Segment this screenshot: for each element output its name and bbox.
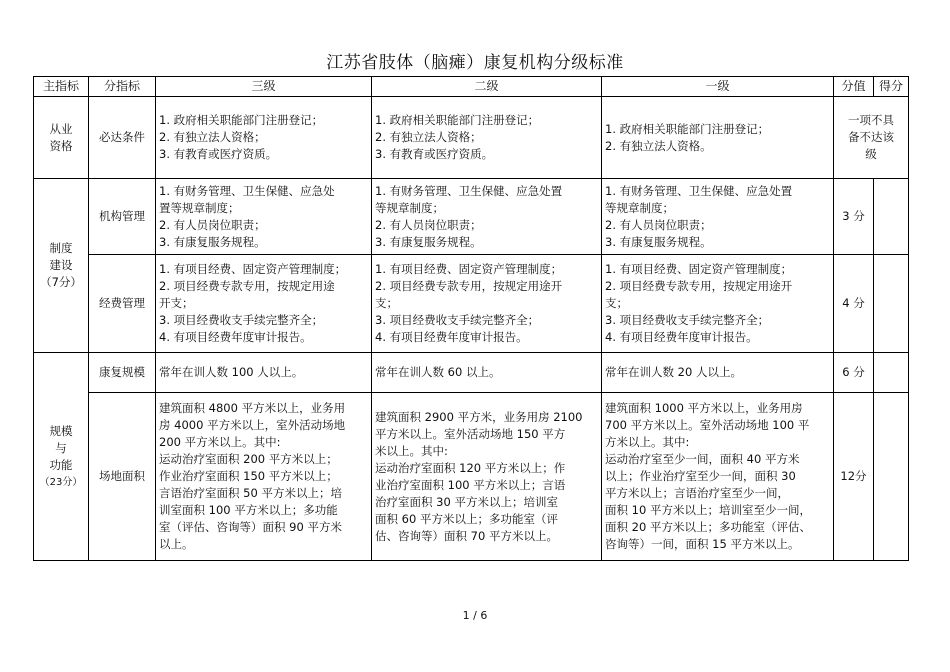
criterion-line: 2. 有人员岗位职责；: [375, 217, 482, 232]
criterion-line: 治疗室面积 30 平方米以上；培训室: [375, 494, 558, 509]
header-level-2: 二级: [372, 77, 602, 97]
criterion-line: 3. 有康复服务规程。: [159, 234, 266, 249]
criterion-line: 4. 有项目经费年度审计报告。: [375, 330, 528, 344]
level-2-cell: [372, 393, 602, 561]
obtained-cell: [874, 353, 909, 393]
criterion-line: 面积 60 平方米以上；多功能室（评: [375, 511, 558, 526]
criterion-line: 方米以上。其中:: [605, 435, 690, 449]
obtained-cell: [874, 255, 909, 353]
criterion-line: 2. 项目经费专款专用，按规定用途开: [605, 279, 793, 293]
criterion-line: 2. 有独立法人资格；: [159, 130, 266, 144]
level-2-cell: [372, 353, 602, 393]
obtained-cell: [874, 179, 909, 255]
obtained-cell: [874, 393, 909, 561]
criterion-line: 作业治疗室面积 150 平方米以上；: [159, 469, 338, 483]
criterion-line: 运动治疗室面积 120 平方米以上；作: [375, 460, 566, 475]
criterion-line: 房 4000 平方米以上，室外活动场地: [159, 418, 346, 432]
table-row: [34, 97, 909, 179]
criterion-line: 700 平方米以上。室外活动场地 100 平: [605, 418, 810, 432]
criterion-line: 2. 项目经费专款专用，按规定用途开: [375, 279, 563, 293]
level-2-cell: [372, 255, 602, 353]
document-title: 江苏省肢体（脑瘫）康复机构分级标准: [326, 53, 624, 73]
score-cell: 6 分: [834, 353, 874, 393]
level-2-cell: [372, 97, 602, 179]
criterion-line: 咨询等）一间，面积 15 平方米以上。: [605, 537, 800, 551]
group-qualification: 从业 资格: [34, 97, 89, 179]
score-cell: 12分: [834, 393, 874, 561]
level-1-cell: [602, 393, 834, 561]
criterion-line: 建筑面积 1000 平方米以上，业务用房: [605, 401, 803, 415]
criterion-line: 3. 有教育或医疗资质。: [375, 147, 494, 161]
score-cell: 3 分: [834, 179, 874, 255]
level-3-cell: [156, 255, 372, 353]
sub-indicator: 康复规模: [89, 353, 156, 393]
criterion-line: 1. 有项目经费、固定资产管理制度；: [159, 262, 347, 276]
level-1-cell: [602, 97, 834, 179]
criterion-line: 以上。: [159, 537, 194, 551]
header-main-indicator: 主指标: [34, 77, 89, 97]
criterion-line: 室（评估、咨询等）面积 90 平方米: [159, 520, 342, 534]
criterion-line: 常年在训人数 100 人以上。: [159, 365, 304, 379]
criterion-line: 常年在训人数 20 人以上。: [605, 365, 742, 379]
criterion-line: 1. 有财务管理、卫生保健、应急处: [159, 183, 335, 198]
header-level-1: 一级: [602, 77, 834, 97]
level-3-cell: [156, 353, 372, 393]
criterion-line: 以上；作业治疗室至少一间，面积 30: [605, 469, 796, 483]
sub-indicator: 场地面积: [89, 393, 156, 561]
criterion-line: 面积 20 平方米以上；多功能室（评估、: [605, 520, 811, 534]
criterion-line: 建筑面积 4800 平方米以上，业务用: [159, 401, 346, 415]
criterion-line: 等规章制度；: [605, 200, 674, 215]
group-scale: [34, 353, 89, 561]
criterion-line: 2. 项目经费专款专用，按规定用途: [159, 279, 335, 293]
criterion-line: 1. 政府相关职能部门注册登记；: [159, 113, 324, 127]
table-row: [34, 353, 909, 393]
group-system: 制度 建设 （7分）: [34, 179, 89, 353]
table-row: [34, 393, 909, 561]
table-row: [34, 179, 909, 255]
criterion-line: 平方米以上；言语治疗室至少一间，: [605, 486, 789, 500]
criterion-line: 1. 有项目经费、固定资产管理制度；: [375, 262, 563, 276]
criterion-line: 业治疗室面积 100 平方米以上；言语: [375, 477, 566, 492]
criterion-line: 常年在训人数 60 以上。: [375, 365, 501, 379]
header-level-3: 三级: [156, 77, 372, 97]
criterion-line: 估、咨询等）面积 70 平方米以上。: [375, 528, 558, 543]
criterion-line: 3. 项目经费收支手续完整齐全；: [605, 313, 770, 327]
header-score-obtained: 得分: [874, 77, 909, 97]
criterion-line: 支；: [605, 296, 628, 310]
sub-indicator: 必达条件: [89, 97, 156, 179]
criterion-line: 言语治疗室面积 50 平方米以上；培: [159, 486, 342, 500]
standards-table: [33, 76, 909, 561]
score-cell: 4 分: [834, 255, 874, 353]
criterion-line: 3. 有教育或医疗资质。: [159, 147, 278, 161]
criterion-line: 2. 有独立法人资格。: [605, 138, 712, 153]
criterion-line: 训室面积 100 平方米以上；多功能: [159, 503, 338, 517]
score-cell: 一项不具 备不达该 级: [834, 97, 909, 179]
level-3-cell: [156, 179, 372, 255]
page-number: 1 / 6: [462, 609, 488, 622]
header-score-value: 分值: [834, 77, 874, 97]
group-scale-points: （23分）: [39, 476, 83, 488]
criterion-line: 4. 有项目经费年度审计报告。: [605, 330, 758, 344]
criterion-line: 支；: [375, 296, 398, 310]
criterion-line: 开支；: [159, 296, 194, 310]
level-2-cell: [372, 179, 602, 255]
criterion-line: 3. 项目经费收支手续完整齐全；: [375, 313, 540, 327]
criterion-line: 置等规章制度；: [159, 200, 240, 215]
criterion-line: 2. 有人员岗位职责；: [605, 217, 712, 232]
table-row: [34, 255, 909, 353]
criterion-line: 2. 有人员岗位职责；: [159, 217, 266, 232]
criterion-line: 面积 10 平方米以上；培训室至少一间，: [605, 503, 811, 517]
level-1-cell: [602, 353, 834, 393]
criterion-line: 运动治疗室面积 200 平方米以上；: [159, 452, 338, 466]
criterion-line: 2. 有独立法人资格；: [375, 130, 482, 144]
criterion-line: 3. 有康复服务规程。: [375, 234, 482, 249]
criterion-line: 1. 有项目经费、固定资产管理制度；: [605, 262, 793, 276]
criterion-line: 平方米以上。室外活动场地 150 平方: [375, 426, 566, 441]
criterion-line: 1. 有财务管理、卫生保健、应急处置: [605, 183, 793, 198]
criterion-line: 等规章制度；: [375, 200, 444, 215]
criterion-line: 3. 项目经费收支手续完整齐全；: [159, 313, 324, 327]
level-3-cell: [156, 97, 372, 179]
criterion-line: 1. 有财务管理、卫生保健、应急处置: [375, 183, 563, 198]
criterion-line: 1. 政府相关职能部门注册登记；: [605, 121, 770, 136]
header-row: [34, 77, 909, 97]
criterion-line: 1. 政府相关职能部门注册登记；: [375, 113, 540, 127]
level-3-cell: [156, 393, 372, 561]
criterion-line: 200 平方米以上。其中:: [159, 435, 281, 449]
header-sub-indicator: 分指标: [89, 77, 156, 97]
criterion-line: 4. 有项目经费年度审计报告。: [159, 330, 312, 344]
criterion-line: 米以上。其中:: [375, 443, 448, 458]
sub-indicator: 机构管理: [89, 179, 156, 255]
criterion-line: 建筑面积 2900 平方米，业务用房 2100: [375, 409, 583, 424]
criterion-line: 运动治疗室至少一间，面积 40 平方米: [605, 452, 800, 466]
level-1-cell: [602, 255, 834, 353]
group-scale-label: 规模 与 功能: [49, 423, 73, 472]
sub-indicator: 经费管理: [89, 255, 156, 353]
criterion-line: 3. 有康复服务规程。: [605, 234, 712, 249]
level-1-cell: [602, 179, 834, 255]
